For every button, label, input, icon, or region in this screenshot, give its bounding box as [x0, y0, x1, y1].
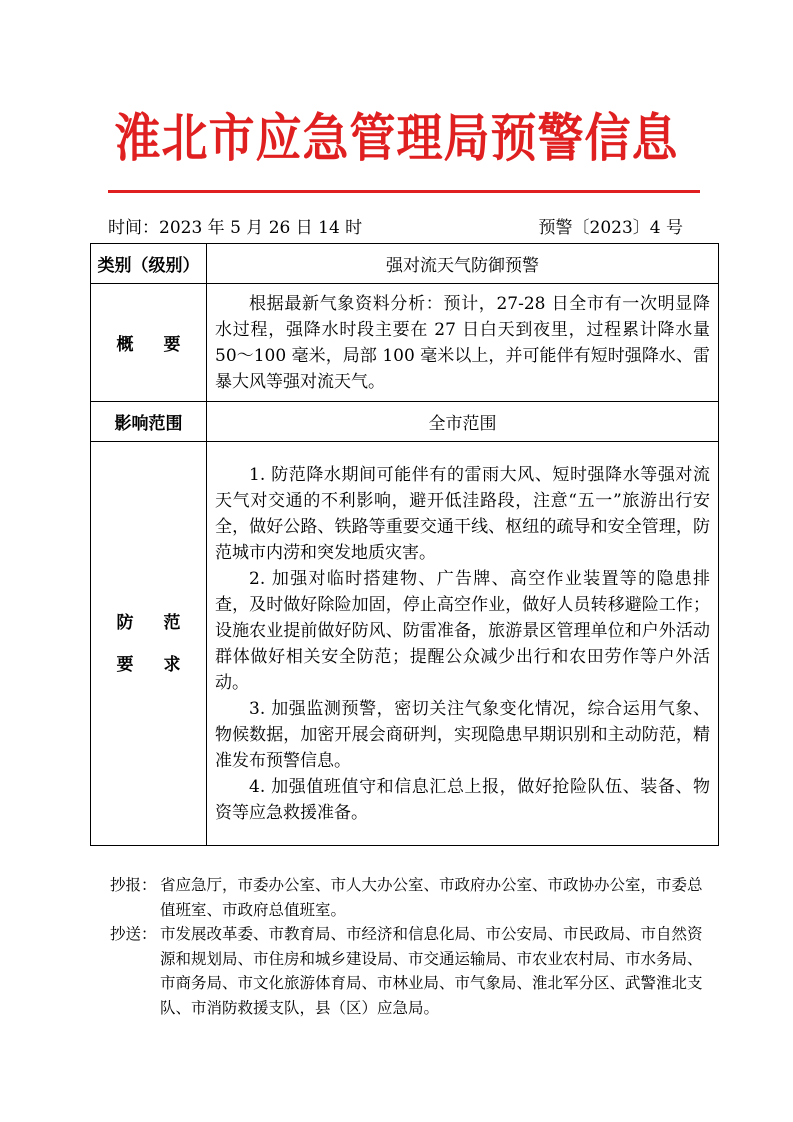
scope-label: 影响范围 [91, 402, 207, 442]
summary-text: 根据最新气象资料分析：预计，27-28 日全市有一次明显降水过程，强降水时段主要在 27 日白天到夜里，过程累计降水量 50～100 毫米，局部 100 毫米以上，并可能伴有短时强降水、雷暴大风等强对流天气。 [215, 293, 710, 392]
copy-to-text: 市发展改革委、市教育局、市经济和信息化局、市公安局、市民政局、市自然资源和规划局、市住房和城乡建设局、市交通运输局、市农业农村局、市水务局、市商务局、市文化旅游体育局、市林业局、市气象局、淮北军分区、武警淮北支队、市消防救援支队，县（区）应急局。 [160, 925, 703, 1017]
red-divider [108, 190, 700, 193]
report-to-text: 省应急厅，市委办公室、市人大办公室、市政府办公室、市政协办公室，市委总值班室、市政府总值班室。 [160, 876, 703, 919]
category-label: 类别（级别） [91, 244, 207, 284]
report-to-label: 抄报： [110, 876, 157, 894]
warning-table [90, 243, 719, 846]
requirement-item: 1. 防范降水期间可能伴有的雷雨大风、短时强降水等强对流天气对交通的不利影响，避开低洼路段，注意“五一”旅游出行安全，做好公路、铁路等重要交通干线、枢纽的疏导和安全管理，防范城市内涝和突发地质灾害。 [215, 464, 710, 563]
requirement-item: 3. 加强监测预警，密切关注气象变化情况，综合运用气象、物候数据，加密开展会商研判，实现隐患早期识别和主动防范，精准发布预警信息。 [215, 698, 710, 771]
copy-to-block [110, 922, 710, 1020]
copy-to-label: 抄送： [110, 925, 157, 943]
scope-value: 全市范围 [207, 402, 719, 442]
document-title: 淮北市应急管理局预警信息 [114, 107, 679, 169]
summary-row [91, 284, 719, 402]
summary-label: 概要 [91, 284, 207, 402]
requirements-label: 防范 要求 [91, 442, 207, 846]
requirements-row [91, 442, 719, 846]
document-number: 预警〔2023〕4 号 [538, 218, 683, 238]
requirement-item: 2. 加强对临时搭建物、广告牌、高空作业装置等的隐患排查，及时做好除险加固，停止高空作业，做好人员转移避险工作；设施农业提前做好防风、防雷准备，旅游景区管理单位和户外活动群体做好相关安全防范；提醒公众减少出行和农田劳作等户外活动。 [215, 568, 710, 693]
requirement-item: 4. 加强值班值守和信息汇总上报，做好抢险队伍、装备、物资等应急救援准备。 [215, 776, 710, 823]
scope-row [91, 402, 719, 442]
summary-text-cell [207, 284, 719, 402]
report-to-block [110, 873, 710, 922]
requirements-cell [207, 442, 719, 846]
category-row [91, 244, 719, 284]
category-value: 强对流天气防御预警 [207, 244, 719, 284]
issue-time: 时间：2023 年 5 月 26 日 14 时 [108, 218, 363, 238]
